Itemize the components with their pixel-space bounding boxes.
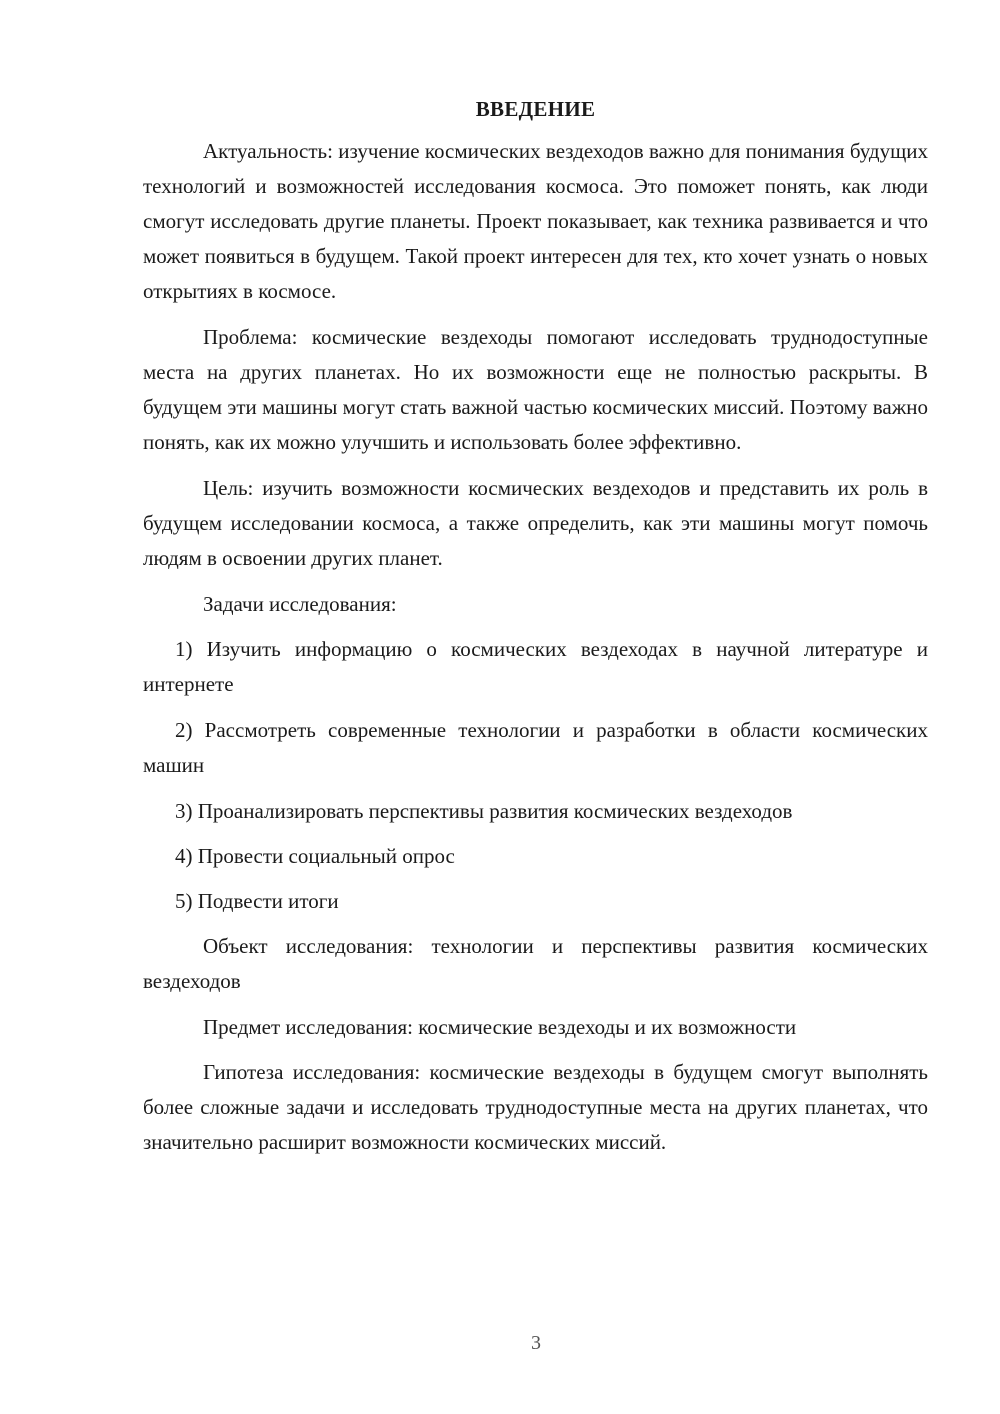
task-item-1: 1) Изучить информацию о космических вездеходах в научной литературе и интернете: [143, 637, 928, 696]
task-item-4: 4) Провести социальный опрос: [175, 844, 455, 868]
relevance-paragraph: Актуальность: изучение космических вездеходов важно для понимания будущих технологий и возможностей исследования космоса. Это поможет понять, как люди смогут исследовать другие планеты. Проект показывает, как техника развивается и что может появиться в будущем. Такой проект интересен для тех, кто хочет узнать о новых открытиях в космосе.: [143, 139, 928, 303]
task-item-2: 2) Рассмотреть современные технологии и разработки в области космических машин: [143, 718, 928, 777]
subject-paragraph: Предмет исследования: космические вездеходы и их возможности: [203, 1015, 797, 1039]
page-number: 3: [531, 1332, 541, 1354]
goal-paragraph: Цель: изучить возможности космических вездеходов и представить их роль в будущем исследовании космоса, а также определить, как эти машины могут помочь людям в освоении других планет.: [143, 476, 928, 570]
problem-paragraph: Проблема: космические вездеходы помогают исследовать труднодоступные места на других планетах. Но их возможности еще не полностью раскрыты. В будущем эти машины могут стать важной частью космических миссий. Поэтому важно понять, как их можно улучшить и использовать более эффективно.: [143, 325, 928, 454]
hypothesis-paragraph: Гипотеза исследования: космические вездеходы в будущем смогут выполнять более сложные задачи и исследовать труднодоступные места на других планетах, что значительно расширит возможности космических миссий.: [143, 1060, 928, 1154]
task-item-5: 5) Подвести итоги: [175, 889, 339, 913]
object-paragraph: Объект исследования: технологии и перспективы развития космических вездеходов: [143, 934, 928, 993]
tasks-heading: Задачи исследования:: [203, 592, 397, 616]
document-page: [143, 94, 928, 1171]
task-item-3: 3) Проанализировать перспективы развития космических вездеходов: [175, 799, 793, 823]
page-title: ВВЕДЕНИЕ: [475, 97, 596, 121]
